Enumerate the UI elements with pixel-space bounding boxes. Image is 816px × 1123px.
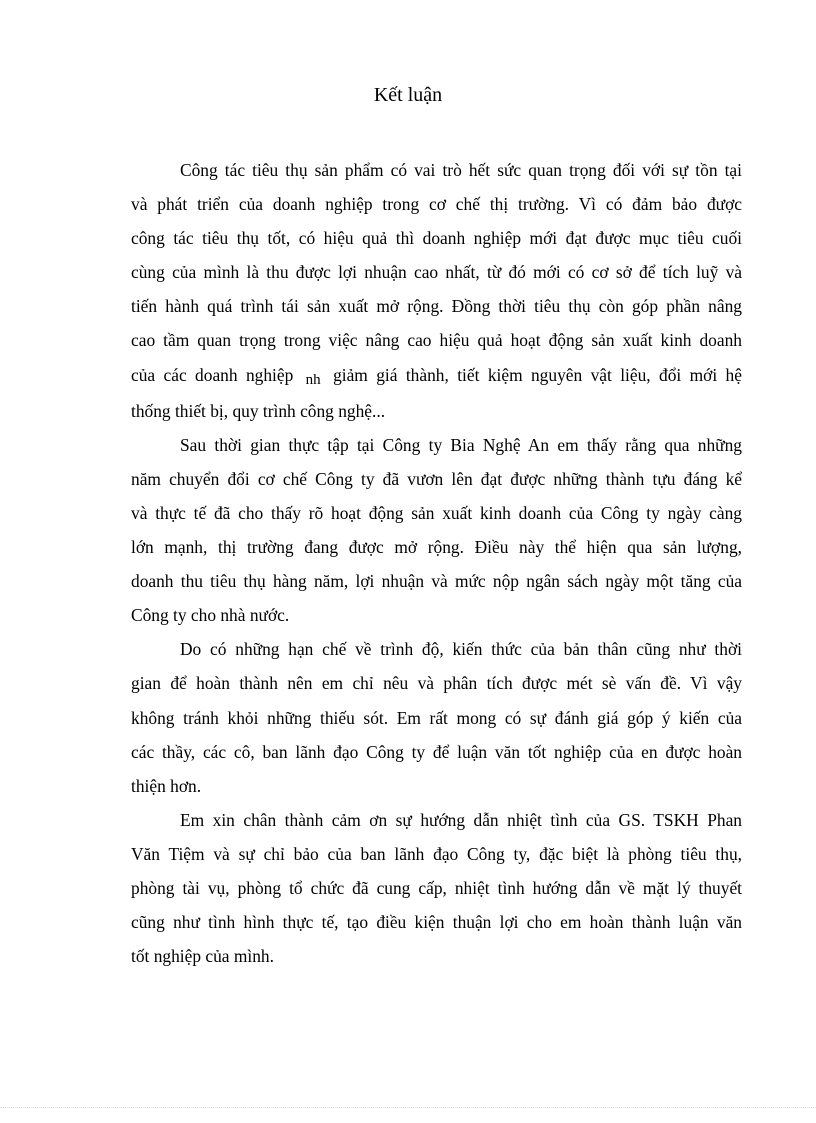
page-bottom-divider xyxy=(0,1107,816,1108)
text-fragment: giảm giá thành, tiết kiệm nguyên vật liệu, đổi mới hệ xyxy=(333,364,742,385)
text-line: tốt nghiệp của mình. xyxy=(131,946,274,967)
text-line: cùng của mình là thu được lợi nhuận cao nhất, từ đó mới có cơ sở để tích luỹ và xyxy=(131,262,742,283)
text-line: cũng như tình hình thực tế, tạo điều kiện thuận lợi cho em hoàn thành luận văn xyxy=(131,912,742,933)
text-line: gian để hoàn thành nên em chỉ nêu và phân tích được mét sè vấn đề. Vì vậy xyxy=(131,673,742,694)
text-line: năm chuyển đổi cơ chế Công ty đã vươn lên đạt được những thành tựu đáng kể xyxy=(131,468,742,489)
paragraph-internship xyxy=(131,428,742,633)
paragraph-intro xyxy=(131,153,742,428)
text-line: lớn mạnh, thị trường đang được mở rộng. Điều này thể hiện qua sản lượng, xyxy=(131,537,742,558)
paragraph-limitations xyxy=(131,632,742,802)
document-body xyxy=(131,153,742,973)
text-line: Công tác tiêu thụ sản phẩm có vai trò hết sức quan trọng đối với sự tồn tại xyxy=(180,160,742,180)
page-title: Kết luận xyxy=(373,84,443,106)
text-line: phòng tài vụ, phòng tổ chức đã cung cấp, nhiệt tình hướng dẫn về mặt lý thuyết xyxy=(131,877,742,898)
text-line: Công ty cho nhà nước. xyxy=(131,605,290,626)
text-line: và phát triển của doanh nghiệp trong cơ chế thị trường. Vì có đảm bảo được xyxy=(131,194,742,215)
paragraph-acknowledgement xyxy=(131,803,742,973)
text-line: không tránh khỏi những thiếu sót. Em rất mong có sự đánh giá góp ý kiến của xyxy=(131,707,742,728)
text-line: cao tầm quan trọng trong việc nâng cao hiệu quả hoạt động sản xuất kinh doanh xyxy=(131,330,742,351)
text-line: và thực tế đã cho thấy rõ hoạt động sản xuất kinh doanh của Công ty ngày càng xyxy=(131,502,742,523)
text-line: các thầy, các cô, ban lãnh đạo Công ty để luận văn tốt nghiệp của en được hoàn xyxy=(131,741,742,762)
text-fragment: của các doanh nghiệp xyxy=(131,364,294,385)
text-line: Do có những hạn chế về trình độ, kiến thức của bản thân cũng như thời xyxy=(180,639,742,660)
stray-text-fragment: nh xyxy=(305,371,321,388)
text-line: Văn Tiệm và sự chỉ bảo của ban lãnh đạo Công ty, đặc biệt là phòng tiêu thụ, xyxy=(131,843,742,864)
text-line: Em xin chân thành cảm ơn sự hướng dẫn nhiệt tình của GS. TSKH Phan xyxy=(180,809,742,830)
text-line xyxy=(131,358,742,394)
text-line: tiến hành quá trình tái sản xuất mở rộng. Đồng thời tiêu thụ còn góp phần nâng xyxy=(131,296,742,317)
text-line: công tác tiêu thụ tốt, có hiệu quả thì doanh nghiệp mới đạt được mục tiêu cuối xyxy=(131,228,742,249)
text-line: thống thiết bị, quy trình công nghệ... xyxy=(131,400,386,421)
text-line: doanh thu tiêu thụ hàng năm, lợi nhuận và mức nộp ngân sách ngày một tăng của xyxy=(131,571,742,592)
text-line: thiện hơn. xyxy=(131,775,202,796)
text-line: Sau thời gian thực tập tại Công ty Bia Nghệ An em thấy rằng qua những xyxy=(180,434,742,455)
